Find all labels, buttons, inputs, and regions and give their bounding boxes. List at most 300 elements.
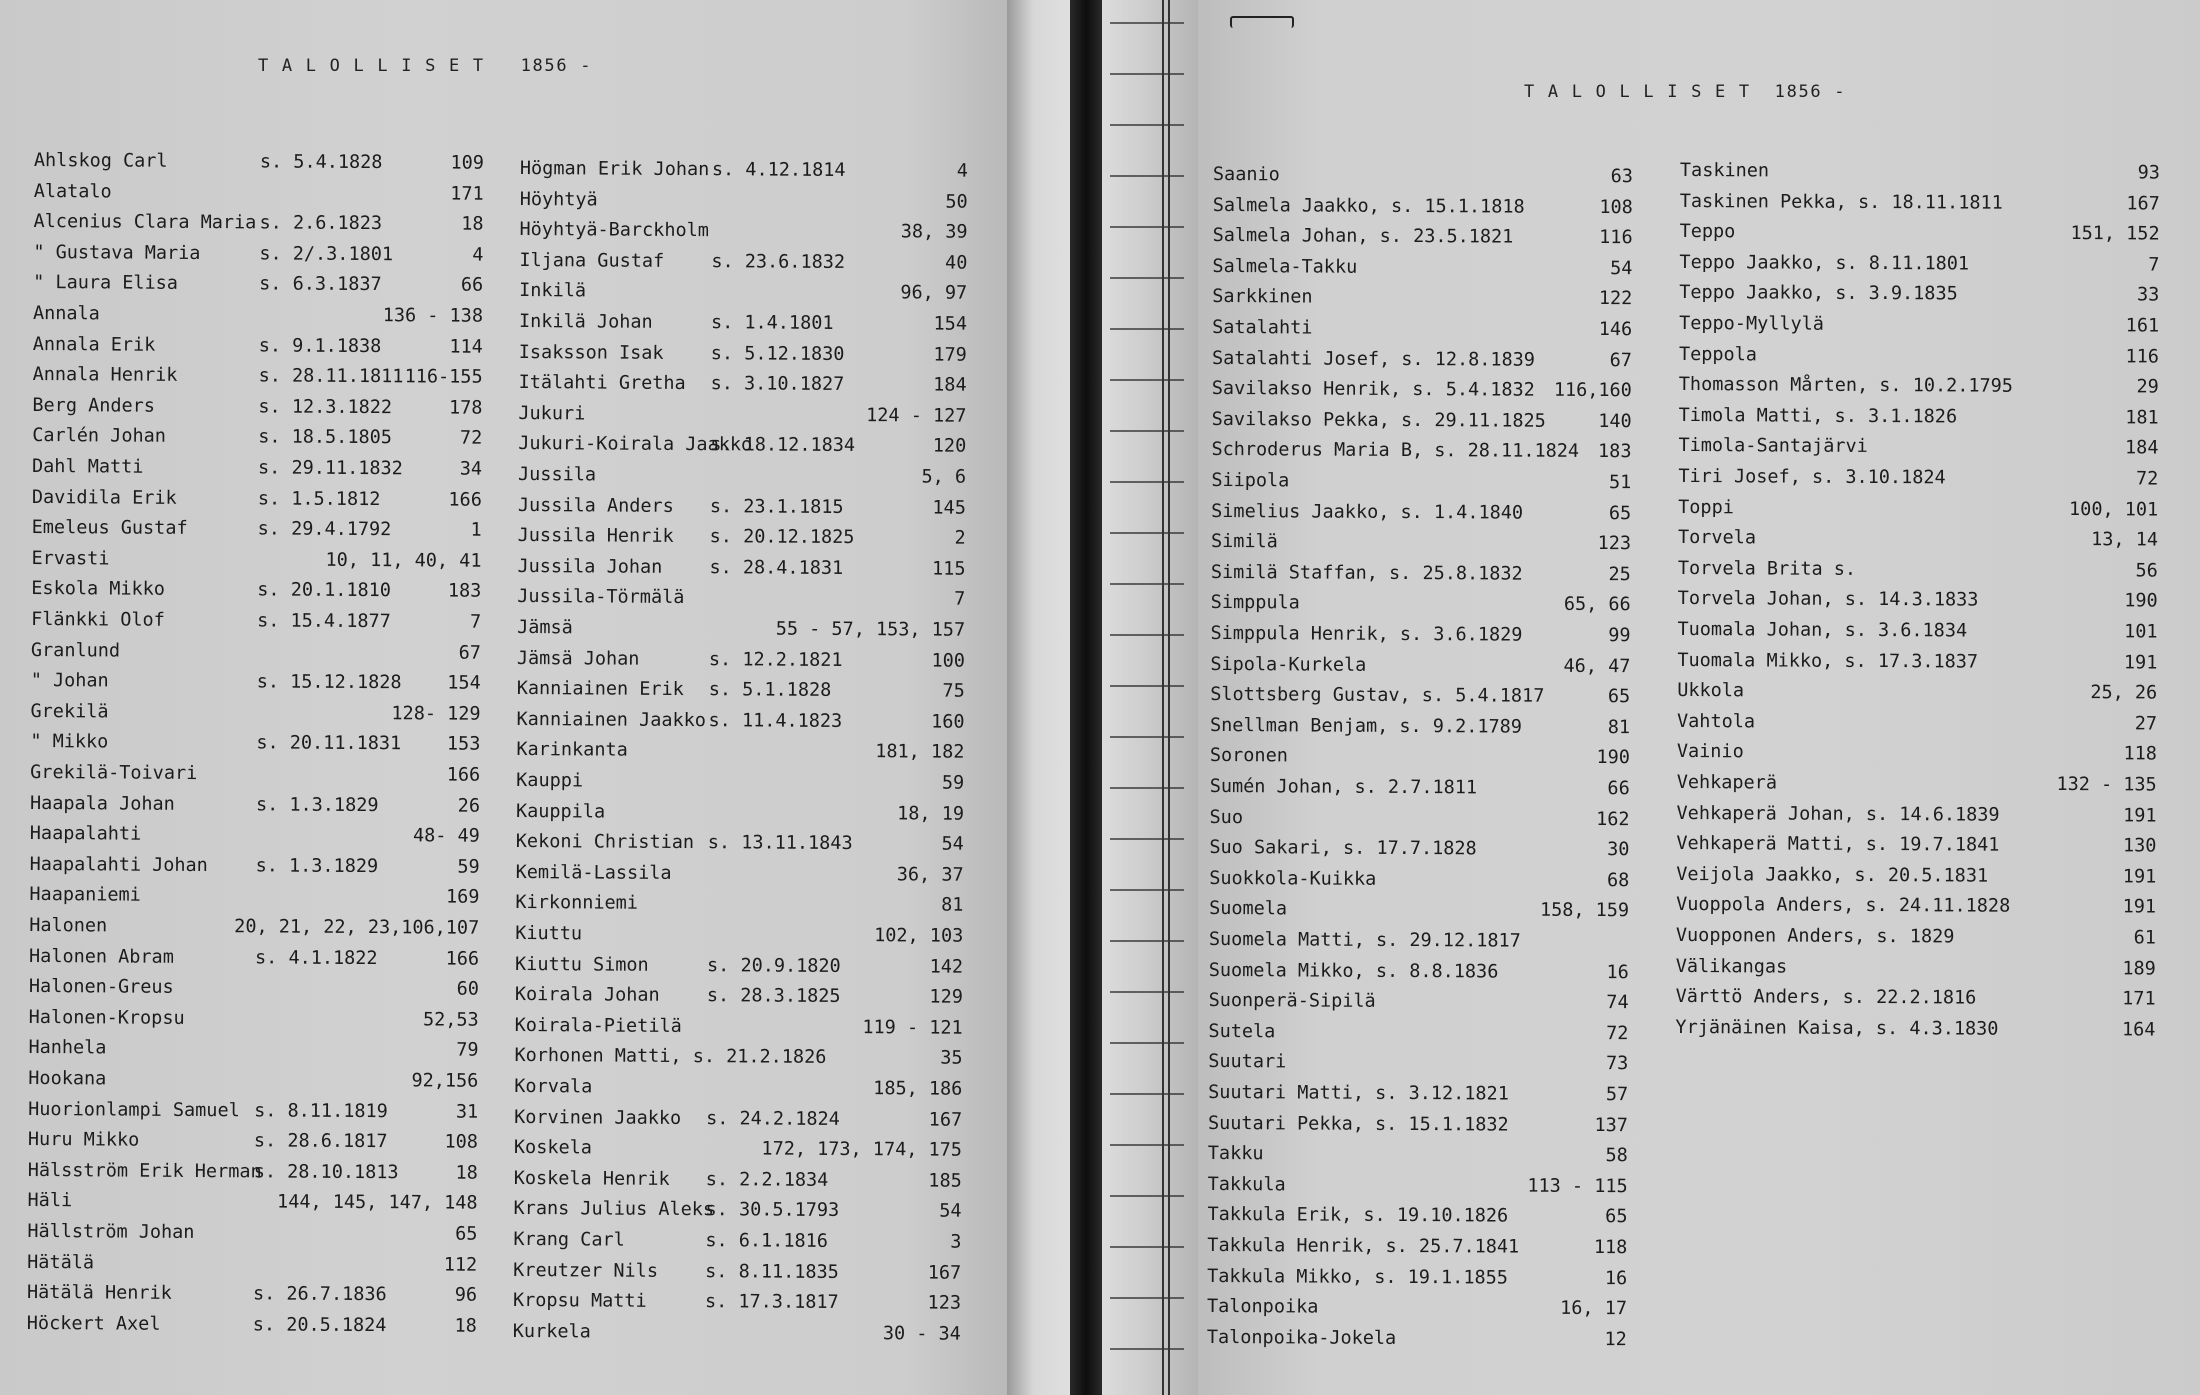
binding-rule	[1110, 838, 1184, 840]
entry-page-ref: 35	[940, 1047, 963, 1070]
entry-name: Berg Anders	[32, 394, 156, 417]
index-entry	[518, 495, 966, 528]
entry-page-ref: 167	[928, 1109, 963, 1131]
index-entry	[517, 617, 965, 650]
entry-birth-date: s. 2.2.1834	[705, 1168, 829, 1191]
index-entry	[1676, 925, 2156, 958]
entry-birth-date: s. 1.5.1812	[257, 487, 381, 510]
entry-name: Kreutzer Nils	[513, 1259, 659, 1282]
index-entry	[516, 739, 964, 772]
index-entry	[30, 854, 480, 887]
entry-name: Salmela Jaakko, s. 15.1.1818	[1212, 194, 1525, 218]
index-entry	[34, 150, 484, 183]
binding-spine	[1070, 0, 1102, 1395]
index-entry	[514, 1168, 962, 1201]
entry-birth-date: s. 13.11.1843	[707, 832, 853, 855]
index-entry	[33, 272, 483, 305]
entry-name: Simppula Henrik, s. 3.6.1829	[1210, 622, 1523, 646]
entry-name: Salmela Johan, s. 23.5.1821	[1212, 225, 1514, 248]
entry-page-ref: 72	[459, 427, 483, 450]
entry-birth-date: s. 5.12.1830	[710, 342, 845, 365]
entry-birth-date: s. 24.2.1824	[706, 1107, 840, 1130]
entry-page-ref: 27	[2134, 713, 2158, 735]
index-entry	[513, 1290, 961, 1323]
entry-birth-date: s. 20.1.1810	[257, 579, 392, 602]
index-entry	[1208, 1082, 1628, 1115]
binding-rule	[1110, 175, 1184, 177]
entry-page-ref: 172, 173, 174, 175	[761, 1138, 963, 1161]
entry-name: Suutari	[1208, 1051, 1287, 1073]
index-entry	[1207, 1327, 1627, 1360]
index-entry	[1212, 348, 1632, 381]
binding-rule	[1110, 583, 1184, 585]
entry-name: Talonpoika	[1206, 1296, 1319, 1318]
entry-name: Vehkaperä	[1676, 771, 1778, 794]
entry-name: " Laura Elisa	[33, 272, 179, 295]
entry-page-ref: 16	[1604, 1267, 1628, 1289]
index-entry	[33, 242, 483, 275]
index-entry	[1679, 252, 2159, 285]
entry-page-ref: 7	[2148, 254, 2160, 276]
index-entry	[1209, 837, 1629, 870]
index-entry	[30, 762, 480, 795]
index-entry	[513, 1321, 961, 1354]
entry-name: Höyhtyä	[519, 188, 598, 211]
entry-birth-date: s. 4.1.1822	[255, 946, 378, 969]
entry-page-ref: 144, 145, 147, 148	[277, 1191, 478, 1215]
entry-page-ref: 48- 49	[412, 825, 480, 847]
index-entry	[32, 456, 482, 489]
index-entry	[1207, 1204, 1627, 1237]
index-entry	[1680, 191, 2160, 224]
index-entry	[29, 1007, 479, 1040]
index-entry	[1680, 221, 2160, 254]
entry-page-ref: 167	[2126, 192, 2160, 215]
binding-rule	[1110, 1144, 1184, 1146]
entry-name: Kurkela	[512, 1320, 591, 1343]
index-entry	[33, 334, 483, 367]
index-entry	[29, 884, 479, 917]
binding-rule	[1110, 685, 1184, 687]
binding-rule	[1110, 1348, 1184, 1350]
index-entry	[1676, 956, 2156, 989]
entry-page-ref: 119 - 121	[862, 1016, 963, 1039]
entry-page-ref: 109	[450, 152, 484, 174]
entry-page-ref: 179	[933, 344, 967, 366]
index-entry	[34, 181, 484, 214]
entry-page-ref: 96, 97	[900, 282, 968, 305]
entry-name: Suutari Matti, s. 3.12.1821	[1208, 1081, 1509, 1105]
binding-rule	[1110, 328, 1184, 330]
entry-name: Alatalo	[33, 180, 112, 203]
entry-name: Halonen-Greus	[28, 976, 174, 999]
index-entry	[1210, 654, 1630, 687]
index-entry	[1207, 1296, 1627, 1329]
entry-birth-date: s. 28.11.1811	[258, 365, 404, 388]
entry-name: Grekilä	[30, 700, 109, 723]
index-entry	[516, 801, 964, 834]
index-entry	[1208, 1051, 1628, 1084]
entry-page-ref: 154	[447, 672, 481, 694]
entry-page-ref: 113 - 115	[1527, 1175, 1628, 1197]
entry-page-ref: 128- 129	[391, 702, 481, 725]
entry-name: Takku	[1207, 1143, 1264, 1165]
entry-page-ref: 151, 152	[2070, 223, 2160, 245]
index-entry	[519, 219, 967, 252]
binding-rule	[1110, 1297, 1184, 1299]
entry-page-ref: 96	[454, 1284, 478, 1306]
left-page	[0, 0, 1007, 1395]
entry-page-ref: 123	[1597, 533, 1632, 555]
entry-page-ref: 191	[2122, 866, 2157, 888]
binding-rule	[1110, 532, 1184, 534]
entry-birth-date: s. 2/.3.1801	[259, 243, 394, 265]
entry-page-ref: 191	[2123, 804, 2157, 827]
entry-birth-date: s. 28.6.1817	[253, 1130, 388, 1153]
entry-name: Sipola-Kurkela	[1210, 653, 1367, 676]
entry-page-ref: 7	[469, 611, 482, 633]
index-entry	[1679, 313, 2159, 346]
entry-name: Jämsä Johan	[516, 647, 640, 670]
right-column-2	[1675, 160, 2160, 1041]
entry-name: Vahtola	[1677, 710, 1756, 733]
entry-name: Kemilä-Lassila	[515, 861, 672, 884]
gutter-line	[1168, 0, 1170, 1395]
index-entry	[1678, 527, 2158, 560]
entry-name: Timola-Santajärvi	[1678, 435, 1868, 458]
entry-name: Torvela Brita s.	[1677, 557, 1857, 580]
index-entry	[1676, 864, 2156, 897]
entry-page-ref: 18	[455, 1162, 478, 1184]
entry-name: Teppo Jaakko, s. 8.11.1801	[1679, 251, 1970, 275]
index-entry	[1210, 776, 1630, 809]
entry-page-ref: 122	[1598, 288, 1633, 310]
binding-rule	[1110, 277, 1184, 279]
entry-page-ref: 56	[2135, 560, 2158, 582]
entry-name: Hällström Johan	[27, 1220, 195, 1244]
entry-name: Högman Erik Johan	[519, 158, 710, 181]
entry-name: Suomela Mikko, s. 8.8.1836	[1208, 959, 1499, 983]
index-entry	[513, 1229, 961, 1262]
entry-page-ref: 33	[2136, 284, 2160, 306]
entry-name: Koskela Henrik	[513, 1167, 670, 1190]
index-entry	[1679, 344, 2159, 377]
paper-clip	[1230, 16, 1294, 28]
entry-name: Haapaniemi	[29, 884, 141, 907]
index-entry	[1210, 623, 1630, 656]
entry-name: Similä Staffan, s. 25.8.1832	[1210, 561, 1523, 585]
entry-page-ref: 185, 186	[873, 1078, 963, 1100]
binding-rule	[1110, 634, 1184, 636]
entry-birth-date: s. 6.1.1816	[705, 1230, 828, 1252]
entry-birth-date: s. 9.1.1838	[258, 334, 382, 357]
entry-page-ref: 29	[2136, 376, 2159, 398]
index-entry	[1208, 1113, 1628, 1146]
entry-birth-date: s. 20.9.1820	[707, 954, 841, 977]
entry-name: Satalahti Josef, s. 12.8.1839	[1211, 347, 1536, 371]
entry-name: Korhonen Matti, s. 21.2.1826	[514, 1045, 827, 1069]
index-entry	[515, 923, 963, 956]
binding-rule	[1110, 481, 1184, 483]
entry-name: Flänkki Olof	[31, 608, 165, 631]
entry-name: Haapala Johan	[29, 792, 175, 815]
entry-name: Suutari Pekka, s. 15.1.1832	[1207, 1112, 1509, 1136]
entry-page-ref: 178	[448, 397, 483, 419]
entry-page-ref: 181, 182	[875, 741, 965, 764]
entry-name: Salmela-Takku	[1212, 255, 1358, 278]
entry-birth-date: s. 28.4.1831	[709, 556, 844, 579]
entry-name: Schroderus Maria B, s. 28.11.1824	[1211, 439, 1580, 463]
entry-page-ref: 153	[446, 733, 481, 756]
entry-name: Haapalahti	[29, 823, 142, 845]
entry-name: Thomasson Mårten, s. 10.2.1795	[1678, 374, 2014, 397]
entry-name: Iljana Gustaf	[519, 249, 665, 272]
index-entry	[1211, 470, 1631, 503]
binding-rule	[1110, 226, 1184, 228]
index-entry	[514, 1045, 962, 1078]
entry-name: Ahlskog Carl	[33, 150, 168, 172]
entry-birth-date: s. 20.12.1825	[709, 526, 855, 549]
index-entry	[1208, 1143, 1628, 1176]
index-entry	[30, 793, 480, 826]
entry-name: Timola Matti, s. 3.1.1826	[1678, 404, 1958, 428]
index-entry	[1211, 562, 1631, 595]
entry-page-ref: 18	[461, 213, 484, 235]
entry-name: Vainio	[1676, 741, 1744, 763]
entry-name: Kauppila	[515, 800, 606, 823]
entry-page-ref: 142	[929, 956, 964, 978]
index-entry	[1211, 439, 1631, 472]
index-entry	[516, 862, 964, 895]
entry-name: Kanniainen Erik	[516, 678, 684, 701]
entry-page-ref: 20, 21, 22, 23,106,107	[234, 916, 480, 939]
entry-page-ref: 61	[2133, 927, 2156, 949]
entry-name: Korvala	[514, 1075, 593, 1098]
entry-page-ref: 52,53	[422, 1009, 479, 1031]
entry-name: Torvela	[1677, 527, 1757, 549]
entry-birth-date: s. 8.11.1835	[705, 1260, 839, 1283]
index-entry	[1208, 1174, 1628, 1207]
entry-name: Jämsä	[517, 616, 573, 639]
entry-page-ref: 190	[2124, 590, 2158, 612]
entry-page-ref: 124 - 127	[866, 404, 967, 427]
entry-name: Hälsström Erik Herman	[27, 1159, 262, 1183]
index-entry	[30, 823, 480, 856]
index-entry	[514, 1107, 962, 1140]
index-entry	[1675, 1017, 2155, 1050]
entry-birth-date: s. 18.12.1834	[710, 434, 856, 457]
entry-name: Korvinen Jaakko	[514, 1106, 682, 1129]
entry-page-ref: 101	[2124, 621, 2158, 643]
binding-rule	[1110, 379, 1184, 381]
index-entry	[31, 548, 481, 581]
index-entry	[1207, 1235, 1627, 1268]
entry-name: Kauppi	[516, 769, 584, 792]
entry-page-ref: 31	[455, 1101, 479, 1123]
entry-name: Suo Sakari, s. 17.7.1828	[1209, 837, 1477, 860]
entry-name: Alcenius Clara Maria	[33, 211, 257, 234]
index-entry	[518, 433, 966, 466]
entry-name: Annala	[32, 302, 100, 325]
entry-name: Taskinen	[1679, 160, 1770, 182]
index-entry	[1209, 898, 1629, 931]
index-entry	[519, 250, 967, 283]
index-entry	[1677, 650, 2157, 683]
entry-birth-date: s. 18.5.1805	[258, 426, 392, 449]
entry-page-ref: 171	[2122, 988, 2156, 1010]
entry-name: Koirala Johan	[514, 984, 660, 1007]
entry-page-ref: 166	[445, 948, 480, 970]
entry-page-ref: 59	[457, 856, 480, 878]
entry-name: Hanhela	[28, 1037, 107, 1059]
entry-birth-date: s. 4.12.1814	[711, 159, 846, 181]
entry-name: Sarkkinen	[1212, 286, 1313, 308]
index-entry	[520, 158, 968, 191]
index-entry	[1676, 803, 2156, 836]
entry-name: Välikangas	[1675, 955, 1788, 978]
entry-page-ref: 169	[445, 886, 480, 909]
entry-page-ref: 30 - 34	[882, 1323, 961, 1345]
entry-page-ref: 25	[1608, 563, 1631, 585]
entry-name: Tiri Josef, s. 3.10.1824	[1678, 465, 1946, 489]
entry-name: Kanniainen Jaakko	[516, 708, 706, 731]
entry-birth-date: s. 5.1.1828	[708, 679, 832, 702]
entry-birth-date: s. 28.3.1825	[706, 985, 841, 1008]
index-entry	[27, 1282, 477, 1315]
entry-page-ref: 79	[456, 1039, 479, 1062]
entry-page-ref: 129	[929, 986, 963, 1008]
binding-rule	[1110, 1195, 1184, 1197]
entry-birth-date: s. 15.12.1828	[256, 671, 402, 694]
index-entry	[29, 915, 479, 948]
index-entry	[1210, 745, 1630, 778]
index-entry	[1679, 374, 2159, 407]
binding-rule-lines	[1110, 0, 1190, 1395]
entry-name: Halonen-Kropsu	[28, 1006, 185, 1029]
entry-name: Hookana	[28, 1067, 107, 1090]
entry-birth-date: s. 3.10.1827	[710, 373, 845, 396]
entry-page-ref: 146	[1598, 319, 1633, 341]
entry-birth-date: s. 23.6.1832	[711, 250, 846, 273]
entry-birth-date: s. 12.3.1822	[258, 396, 393, 418]
entry-page-ref: 161	[2125, 315, 2160, 337]
entry-name: Sutela	[1208, 1020, 1276, 1043]
left-page-heading: T A L O L L I S E T 1856 -	[258, 56, 593, 76]
entry-page-ref: 171	[450, 183, 484, 205]
entry-name: Annala Erik	[32, 333, 156, 356]
entry-page-ref: 112	[443, 1254, 478, 1276]
entry-name: Suo	[1209, 806, 1244, 828]
entry-birth-date: s. 26.7.1836	[252, 1283, 387, 1306]
entry-name: Savilakso Henrik, s. 5.4.1832	[1211, 378, 1535, 401]
entry-name: Slottsberg Gustav, s. 5.4.1817	[1210, 684, 1545, 707]
entry-name: Similä	[1210, 531, 1278, 553]
index-entry	[30, 701, 480, 734]
entry-page-ref: 3	[950, 1231, 962, 1253]
entry-name: Toppi	[1678, 496, 1734, 518]
entry-name: Häli	[27, 1190, 73, 1212]
entry-name: Huru Mikko	[27, 1129, 140, 1151]
entry-name: Sumén Johan, s. 2.7.1811	[1209, 775, 1478, 799]
entry-name: Annala Henrik	[32, 364, 178, 387]
index-entry	[1677, 619, 2157, 652]
entry-page-ref: 67	[1609, 349, 1633, 371]
index-entry	[1680, 160, 2160, 193]
entry-name: Jussila	[518, 463, 597, 486]
index-entry	[28, 1160, 478, 1193]
index-entry	[31, 578, 481, 611]
entry-page-ref: 118	[1593, 1237, 1628, 1259]
index-entry	[515, 954, 963, 987]
index-entry	[30, 731, 480, 764]
entry-page-ref: 184	[933, 374, 967, 396]
entry-page-ref: 57	[1605, 1084, 1629, 1106]
entry-name: Grekilä-Toivari	[30, 761, 198, 785]
entry-page-ref: 65, 66	[1563, 594, 1631, 616]
entry-name: Torvela Johan, s. 14.3.1833	[1677, 588, 1979, 611]
binding-rule	[1110, 1042, 1184, 1044]
entry-page-ref: 102, 103	[874, 925, 964, 947]
index-entry	[28, 1099, 478, 1132]
entry-page-ref: 54	[941, 833, 964, 855]
index-entry	[28, 1068, 478, 1101]
index-entry	[1213, 164, 1633, 197]
left-column-1	[26, 150, 484, 1337]
entry-name: Krans Julius Aleks	[513, 1198, 715, 1221]
entry-page-ref: 65	[1607, 686, 1631, 708]
entry-page-ref: 40	[945, 252, 968, 274]
entry-page-ref: 116	[1599, 227, 1633, 249]
entry-page-ref: 13, 14	[2091, 529, 2159, 551]
index-entry	[516, 709, 964, 742]
entry-name: Davidila Erik	[31, 486, 177, 509]
index-entry	[1209, 929, 1629, 962]
entry-birth-date: s. 29.4.1792	[257, 518, 392, 541]
index-entry	[1678, 497, 2158, 530]
entry-name: Hätälä	[27, 1251, 95, 1273]
entry-page-ref: 164	[2121, 1019, 2156, 1041]
binding-rule	[1110, 940, 1184, 942]
entry-page-ref: 65	[1605, 1206, 1628, 1228]
index-entry	[1210, 684, 1630, 717]
entry-page-ref: 116-155	[404, 366, 483, 388]
entry-name: Kiuttu	[515, 922, 583, 945]
binding-rule	[1110, 430, 1184, 432]
index-entry	[29, 976, 479, 1009]
entry-name: Vehkaperä Johan, s. 14.6.1839	[1676, 802, 2000, 826]
entry-page-ref: 18, 19	[897, 802, 965, 825]
entry-birth-date: s. 6.3.1837	[259, 273, 382, 296]
entry-name: " Johan	[30, 670, 109, 692]
entry-page-ref: 160	[931, 711, 965, 733]
entry-page-ref: 7	[954, 589, 966, 611]
index-entry	[1213, 195, 1633, 228]
binding-rule	[1110, 1093, 1184, 1095]
index-entry	[1679, 405, 2159, 438]
index-entry	[31, 609, 481, 642]
index-entry	[33, 364, 483, 397]
entry-birth-date: s. 17.3.1817	[704, 1291, 839, 1314]
entry-page-ref: 26	[457, 795, 481, 817]
entry-name: Suonperä-Sipilä	[1208, 990, 1376, 1013]
entry-page-ref: 108	[1599, 196, 1633, 218]
index-entry	[519, 280, 967, 313]
entry-name: Jussila-Törmälä	[517, 586, 685, 609]
entry-name: Karinkanta	[516, 739, 628, 762]
entry-page-ref: 4	[472, 244, 484, 266]
entry-birth-date: s. 2.6.1823	[259, 212, 383, 235]
entry-page-ref: 116,160	[1553, 379, 1632, 402]
